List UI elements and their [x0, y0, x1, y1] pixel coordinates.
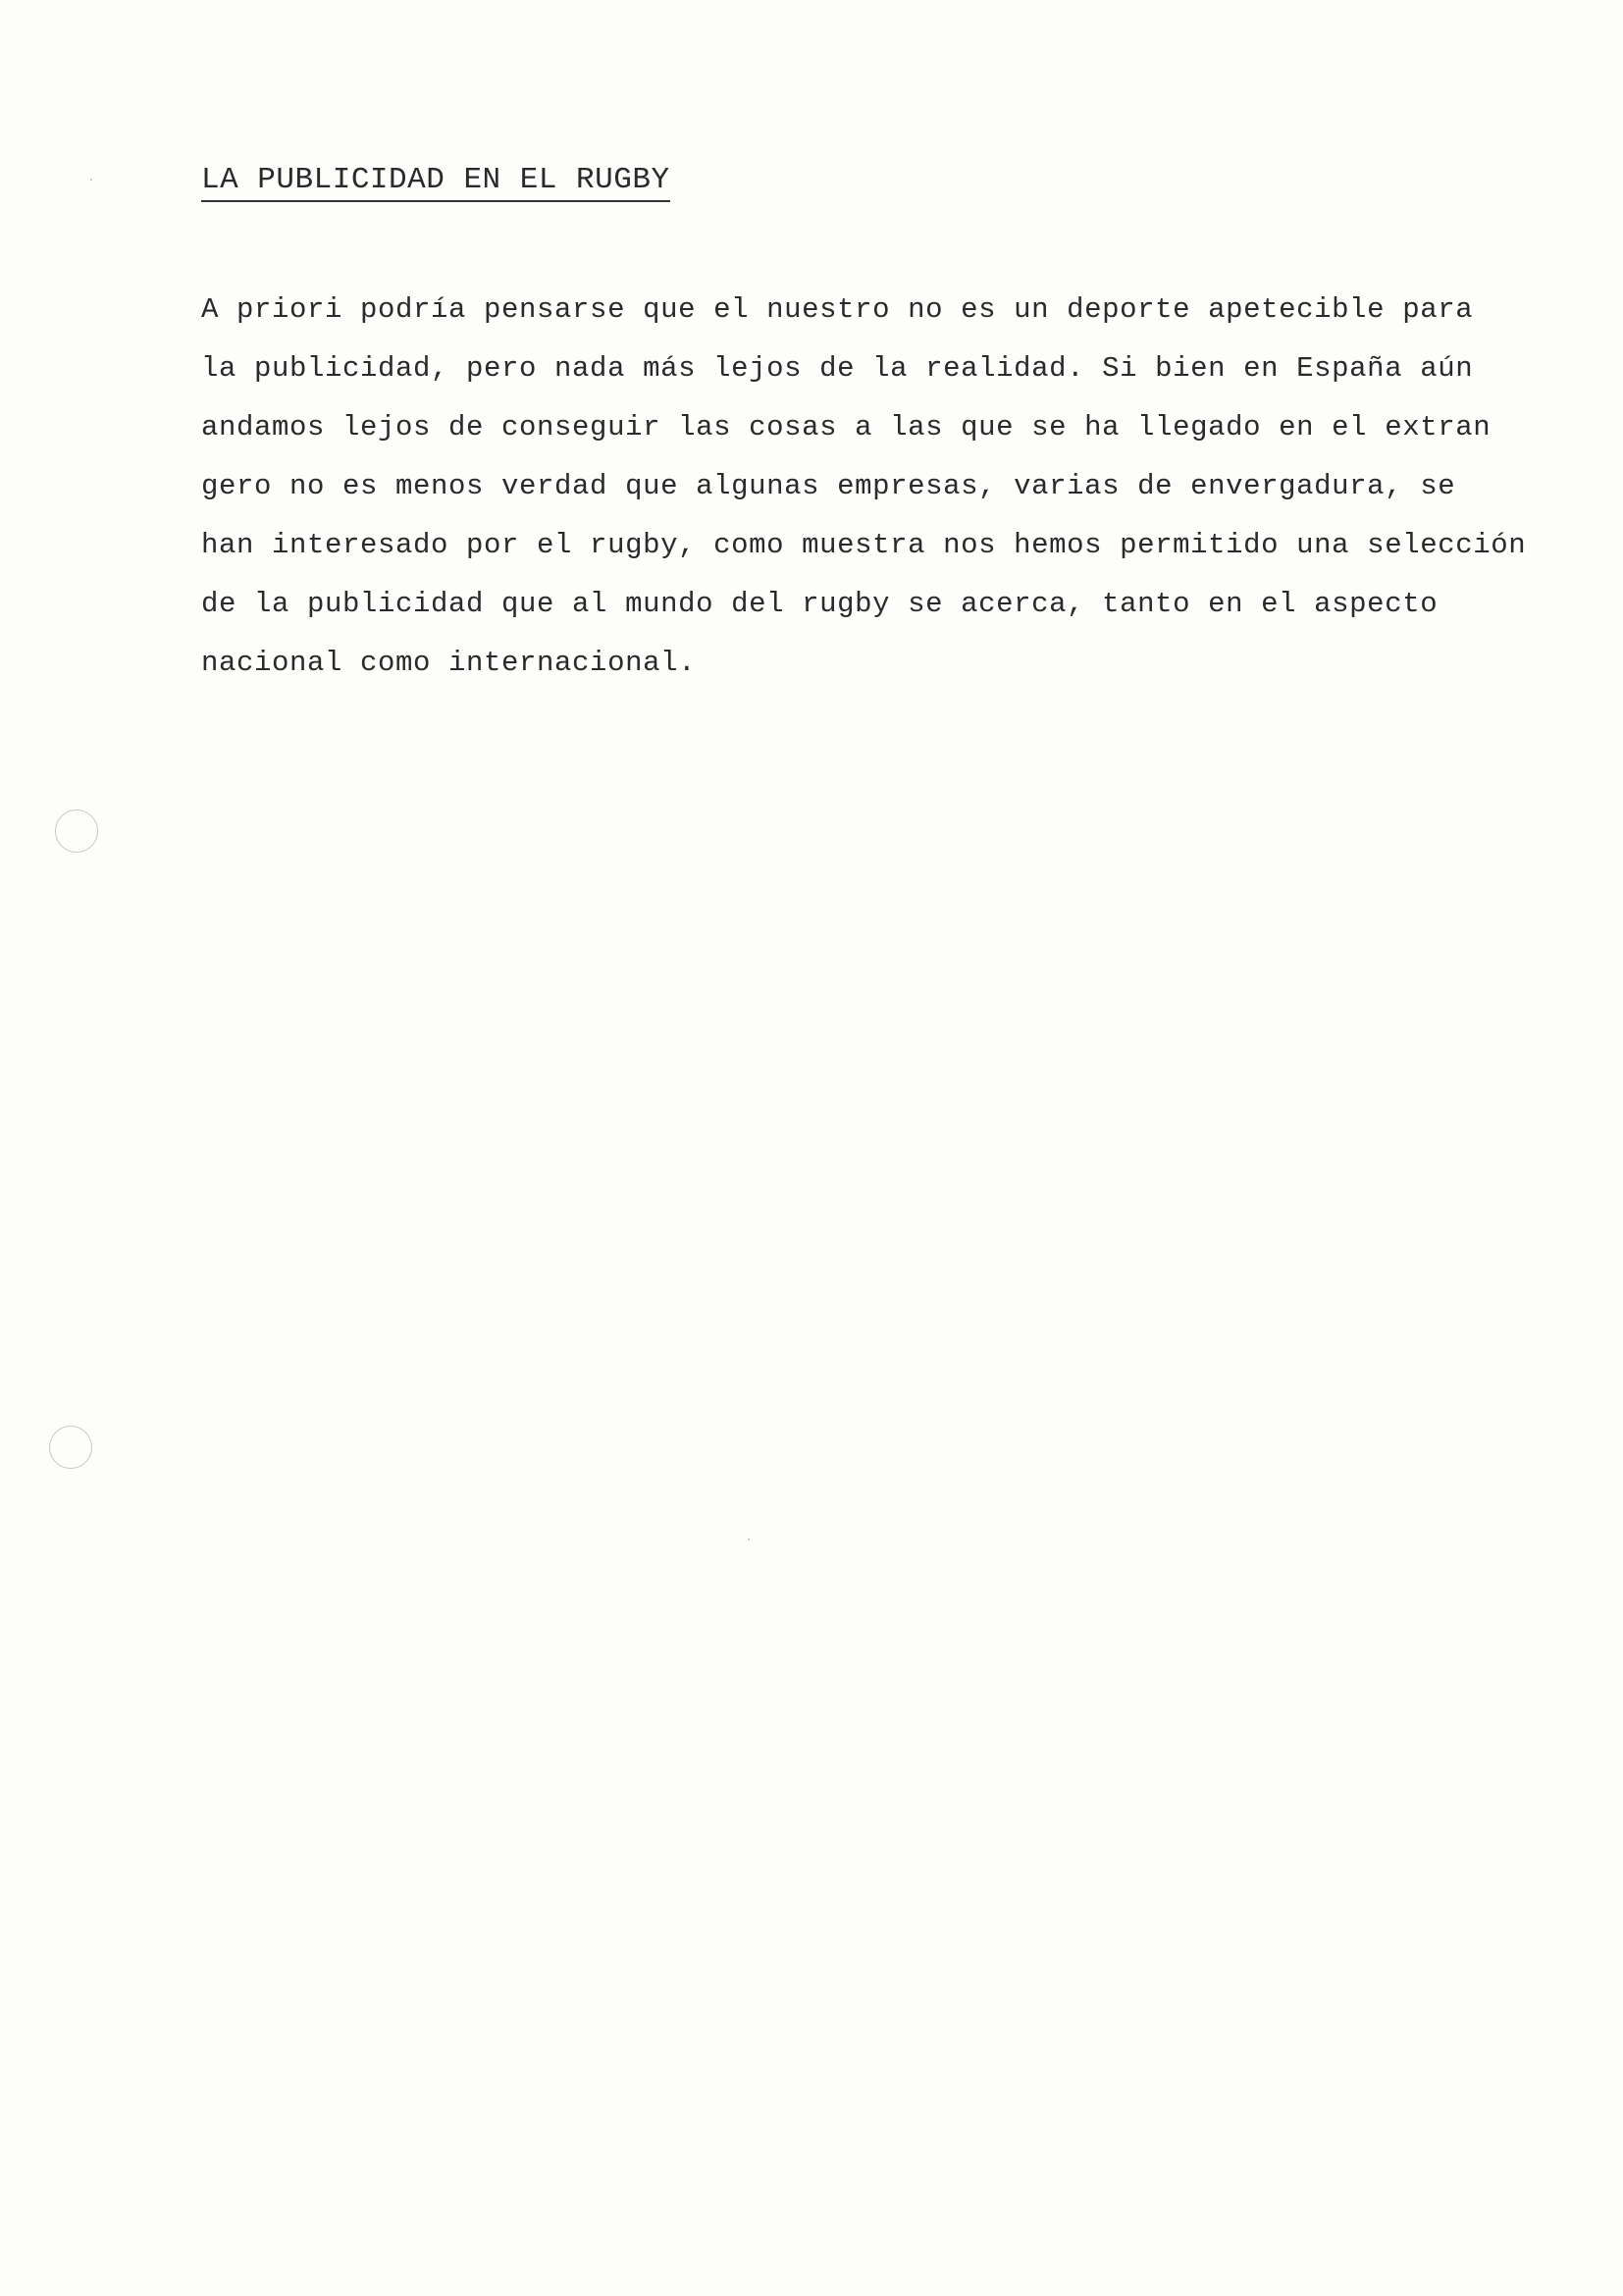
punch-hole [49, 1426, 92, 1469]
punch-hole [55, 809, 98, 853]
body-paragraph [201, 281, 1527, 693]
paragraph-line: de la publicidad que al mundo del rugby se acerca, tanto en el aspecto [201, 588, 1439, 620]
paragraph-line: A priori podría pensarse que el nuestro no es un deporte apetecible para [201, 293, 1474, 326]
paragraph-line: han interesado por el rugby, como muestra nos hemos permitido una selección [201, 529, 1527, 561]
paper-speck [90, 179, 92, 181]
paper-speck [748, 1539, 750, 1540]
paragraph-line: nacional como internacional. [201, 647, 697, 679]
paragraph-line: gero no es menos verdad que algunas empresas, varias de envergadura, se [201, 470, 1456, 502]
paragraph-line: andamos lejos de conseguir las cosas a las que se ha llegado en el extran [201, 411, 1492, 444]
paragraph-line: la publicidad, pero nada más lejos de la realidad. Si bien en España aún [201, 352, 1474, 385]
document-title: LA PUBLICIDAD EN EL RUGBY [201, 163, 670, 202]
